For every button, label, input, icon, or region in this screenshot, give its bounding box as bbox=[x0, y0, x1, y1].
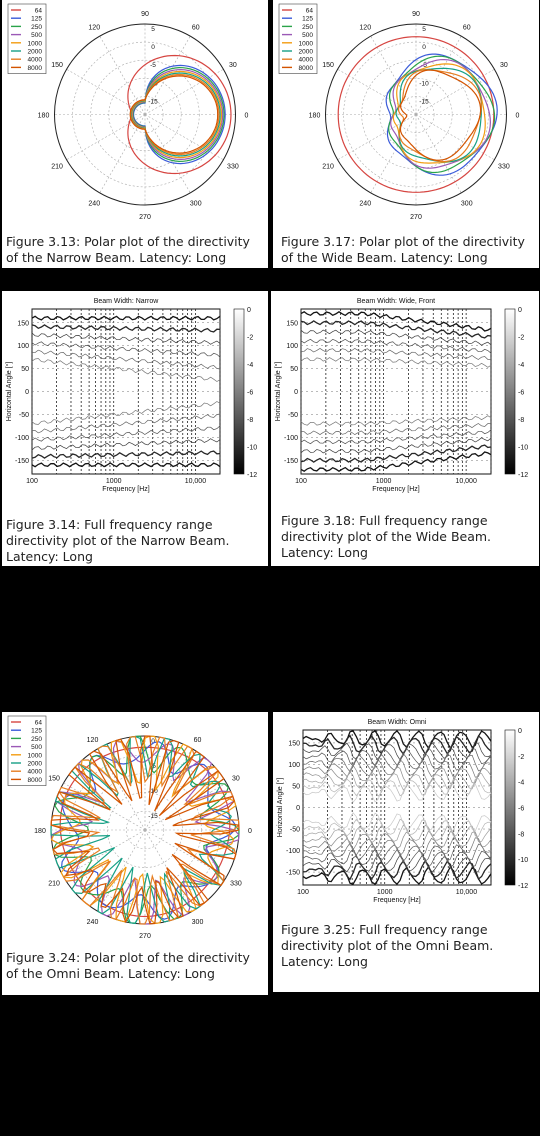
angle-tick-label: 300 bbox=[189, 200, 202, 208]
contour-plot-3-18 bbox=[271, 291, 539, 506]
x-tick-label: 1000 bbox=[375, 478, 392, 485]
colorbar-tick-label: -2 bbox=[518, 334, 525, 342]
figure-caption-3-18: Figure 3.18: Full frequency range directivity plot of the Wide Beam. Latency: Long bbox=[281, 513, 492, 560]
colorbar-tick-label: -10 bbox=[247, 444, 258, 452]
radial-tick-label: -5 bbox=[421, 62, 427, 70]
legend-label: 64 bbox=[305, 7, 313, 15]
legend-label: 125 bbox=[31, 727, 42, 735]
legend-label: 4000 bbox=[27, 56, 42, 64]
radial-tick-label: -15 bbox=[148, 98, 158, 106]
x-axis-label: Frequency [Hz] bbox=[102, 486, 150, 493]
colorbar bbox=[505, 730, 515, 885]
x-tick-label: 100 bbox=[295, 478, 307, 485]
radial-tick-label: -5 bbox=[150, 62, 156, 70]
angle-tick-label: 210 bbox=[51, 163, 63, 171]
contour-plot-3-25 bbox=[273, 712, 539, 917]
y-tick-label: -50 bbox=[287, 411, 298, 419]
legend-label: 2000 bbox=[298, 48, 313, 56]
angle-tick-label: 240 bbox=[359, 200, 372, 208]
angle-tick-label: 150 bbox=[51, 61, 63, 69]
angle-tick-label: 300 bbox=[460, 200, 473, 208]
legend-label: 1000 bbox=[298, 40, 313, 48]
y-tick-label: 100 bbox=[17, 343, 29, 351]
angle-tick-label: 0 bbox=[248, 828, 252, 835]
polar-plot-3-17 bbox=[273, 0, 539, 225]
x-tick-label: 10,000 bbox=[184, 478, 207, 485]
y-tick-label: -50 bbox=[289, 826, 300, 834]
y-tick-label: 150 bbox=[288, 740, 300, 748]
legend-label: 250 bbox=[31, 735, 42, 743]
y-tick-label: -150 bbox=[285, 869, 300, 877]
figure-caption-3-13: Figure 3.13: Polar plot of the directivity of the Narrow Beam. Latency: Long bbox=[6, 234, 250, 265]
contour-plot-3-14 bbox=[2, 291, 268, 506]
x-tick-label: 10,000 bbox=[455, 889, 478, 896]
y-tick-label: 50 bbox=[292, 783, 300, 791]
radial-tick-label: -5 bbox=[150, 763, 156, 771]
y-tick-label: -150 bbox=[14, 457, 29, 465]
colorbar bbox=[505, 309, 515, 474]
legend-label: 500 bbox=[31, 744, 42, 752]
colorbar-tick-label: 0 bbox=[518, 728, 522, 735]
y-axis-label: Horizontal Angle [°] bbox=[6, 361, 13, 422]
legend-label: 250 bbox=[302, 23, 313, 31]
angle-tick-label: 180 bbox=[37, 112, 50, 120]
y-tick-label: 100 bbox=[286, 343, 298, 351]
colorbar-tick-label: -4 bbox=[518, 779, 525, 787]
colorbar bbox=[234, 309, 244, 474]
radial-tick-label: -10 bbox=[148, 788, 158, 796]
angle-tick-label: 180 bbox=[308, 112, 321, 120]
angle-tick-label: 60 bbox=[193, 737, 202, 745]
series-line-4000 bbox=[399, 70, 482, 162]
angle-tick-label: 270 bbox=[139, 214, 151, 221]
chart-title: Beam Width: Narrow bbox=[93, 298, 159, 305]
chart-title: Beam Width: Wide, Front bbox=[356, 298, 436, 305]
colorbar-tick-label: -8 bbox=[247, 417, 254, 424]
chart-title: Beam Width: Omni bbox=[367, 719, 427, 726]
legend-label: 4000 bbox=[27, 768, 42, 776]
angle-tick-label: 150 bbox=[48, 775, 60, 783]
figure-panel-3-14 bbox=[2, 291, 268, 566]
angle-tick-label: 30 bbox=[500, 61, 508, 69]
legend-label: 250 bbox=[31, 23, 42, 31]
angle-tick-label: 210 bbox=[48, 880, 60, 888]
figure-caption-3-25: Figure 3.25: Full frequency range directivity plot of the Omni Beam. Latency: Long bbox=[281, 922, 494, 969]
x-tick-label: 1000 bbox=[376, 889, 393, 896]
polar-spoke bbox=[371, 36, 416, 114]
angle-tick-label: 300 bbox=[191, 918, 204, 926]
colorbar-tick-label: -12 bbox=[247, 472, 258, 479]
y-tick-label: 100 bbox=[288, 761, 300, 769]
angle-tick-label: 270 bbox=[410, 214, 422, 221]
colorbar-tick-label: -4 bbox=[518, 362, 525, 369]
polar-plot-3-13 bbox=[2, 0, 268, 225]
angle-tick-label: 150 bbox=[322, 61, 334, 69]
angle-tick-label: 0 bbox=[515, 112, 520, 120]
angle-tick-label: 30 bbox=[229, 61, 237, 69]
colorbar-tick-label: -2 bbox=[518, 753, 525, 761]
figure-panel-3-17 bbox=[273, 0, 539, 268]
radial-tick-label: 5 bbox=[151, 26, 155, 33]
legend-label: 125 bbox=[302, 15, 313, 23]
radial-tick-label: -10 bbox=[148, 80, 158, 88]
angle-tick-label: 90 bbox=[141, 11, 149, 18]
angle-tick-label: 330 bbox=[230, 880, 242, 888]
y-tick-label: 0 bbox=[25, 389, 29, 396]
angle-tick-label: 120 bbox=[88, 24, 101, 32]
colorbar-tick-label: 0 bbox=[247, 307, 251, 314]
x-tick-label: 100 bbox=[26, 478, 38, 485]
y-tick-label: 150 bbox=[17, 320, 29, 328]
y-tick-label: 50 bbox=[290, 366, 298, 374]
angle-tick-label: 210 bbox=[322, 163, 334, 171]
x-tick-label: 1000 bbox=[105, 478, 122, 485]
x-axis-label: Frequency [Hz] bbox=[373, 897, 421, 904]
colorbar-tick-label: -12 bbox=[518, 472, 529, 479]
figure-caption-3-17: Figure 3.17: Polar plot of the directivity of the Wide Beam. Latency: Long bbox=[281, 234, 525, 265]
angle-tick-label: 60 bbox=[462, 24, 471, 32]
radial-tick-label: -10 bbox=[419, 80, 429, 88]
angle-tick-label: 240 bbox=[88, 200, 101, 208]
y-axis-label: Horizontal Angle [°] bbox=[275, 361, 282, 422]
angle-tick-label: 0 bbox=[244, 112, 249, 120]
angle-tick-label: 270 bbox=[139, 933, 151, 940]
angle-tick-label: 240 bbox=[86, 918, 99, 926]
colorbar-tick-label: -6 bbox=[518, 389, 525, 397]
y-tick-label: 150 bbox=[286, 320, 298, 328]
y-tick-label: 0 bbox=[296, 805, 300, 812]
polar-plot-3-24 bbox=[2, 712, 268, 944]
y-tick-label: -150 bbox=[283, 457, 298, 465]
colorbar-tick-label: 0 bbox=[518, 307, 522, 314]
figure-caption-3-24: Figure 3.24: Polar plot of the directivity of the Omni Beam. Latency: Long bbox=[6, 950, 250, 981]
radial-tick-label: 0 bbox=[151, 738, 155, 745]
colorbar-tick-label: -2 bbox=[247, 334, 254, 342]
legend-label: 2000 bbox=[27, 48, 42, 56]
radial-tick-label: -15 bbox=[419, 98, 429, 106]
legend-label: 2000 bbox=[27, 760, 42, 768]
angle-tick-label: 120 bbox=[359, 24, 372, 32]
angle-tick-label: 120 bbox=[86, 737, 99, 745]
colorbar-tick-label: -10 bbox=[518, 857, 529, 865]
angle-tick-label: 90 bbox=[141, 723, 149, 730]
y-tick-label: 50 bbox=[21, 366, 29, 374]
figure-panel-3-25 bbox=[273, 712, 539, 992]
legend-label: 1000 bbox=[27, 752, 42, 760]
y-tick-label: -50 bbox=[18, 411, 29, 419]
y-axis-label: Horizontal Angle [°] bbox=[277, 777, 284, 838]
figure-panel-3-13 bbox=[2, 0, 268, 268]
x-tick-label: 100 bbox=[297, 889, 309, 896]
legend-label: 500 bbox=[302, 32, 313, 40]
angle-tick-label: 90 bbox=[412, 11, 420, 18]
radial-tick-label: 5 bbox=[422, 26, 426, 33]
legend-label: 64 bbox=[34, 719, 42, 727]
figure-panel-3-24 bbox=[2, 712, 268, 995]
radial-tick-label: 0 bbox=[151, 44, 155, 52]
colorbar-tick-label: -6 bbox=[247, 389, 254, 397]
y-tick-label: -100 bbox=[14, 434, 29, 442]
radial-tick-label: -15 bbox=[148, 813, 158, 821]
legend-label: 125 bbox=[31, 15, 42, 23]
y-tick-label: -100 bbox=[283, 434, 298, 442]
colorbar-tick-label: -12 bbox=[518, 883, 529, 890]
legend-label: 8000 bbox=[27, 64, 42, 72]
figure-panel-3-18 bbox=[271, 291, 539, 566]
radial-tick-label: 0 bbox=[422, 44, 426, 52]
legend-label: 500 bbox=[31, 32, 42, 40]
x-tick-label: 10,000 bbox=[455, 478, 477, 485]
x-axis-label: Frequency [Hz] bbox=[372, 486, 420, 493]
angle-tick-label: 60 bbox=[191, 24, 200, 32]
angle-tick-label: 180 bbox=[34, 828, 46, 835]
angle-tick-label: 330 bbox=[498, 163, 510, 171]
legend-label: 64 bbox=[34, 7, 42, 15]
legend-label: 8000 bbox=[27, 776, 42, 784]
angle-tick-label: 30 bbox=[232, 775, 240, 783]
colorbar-tick-label: -4 bbox=[247, 362, 254, 369]
legend-label: 4000 bbox=[298, 56, 313, 64]
angle-tick-label: 330 bbox=[227, 163, 239, 171]
colorbar-tick-label: -8 bbox=[518, 831, 525, 839]
legend-label: 1000 bbox=[27, 40, 42, 48]
polar-spoke bbox=[416, 69, 494, 114]
legend-label: 8000 bbox=[298, 64, 313, 72]
colorbar-tick-label: -6 bbox=[518, 805, 525, 813]
y-tick-label: -100 bbox=[285, 848, 300, 856]
y-tick-label: 0 bbox=[294, 389, 298, 396]
colorbar-tick-label: -8 bbox=[518, 417, 525, 424]
colorbar-tick-label: -10 bbox=[518, 444, 529, 452]
figure-caption-3-14: Figure 3.14: Full frequency range directivity plot of the Narrow Beam. Latency: Long bbox=[6, 517, 230, 564]
